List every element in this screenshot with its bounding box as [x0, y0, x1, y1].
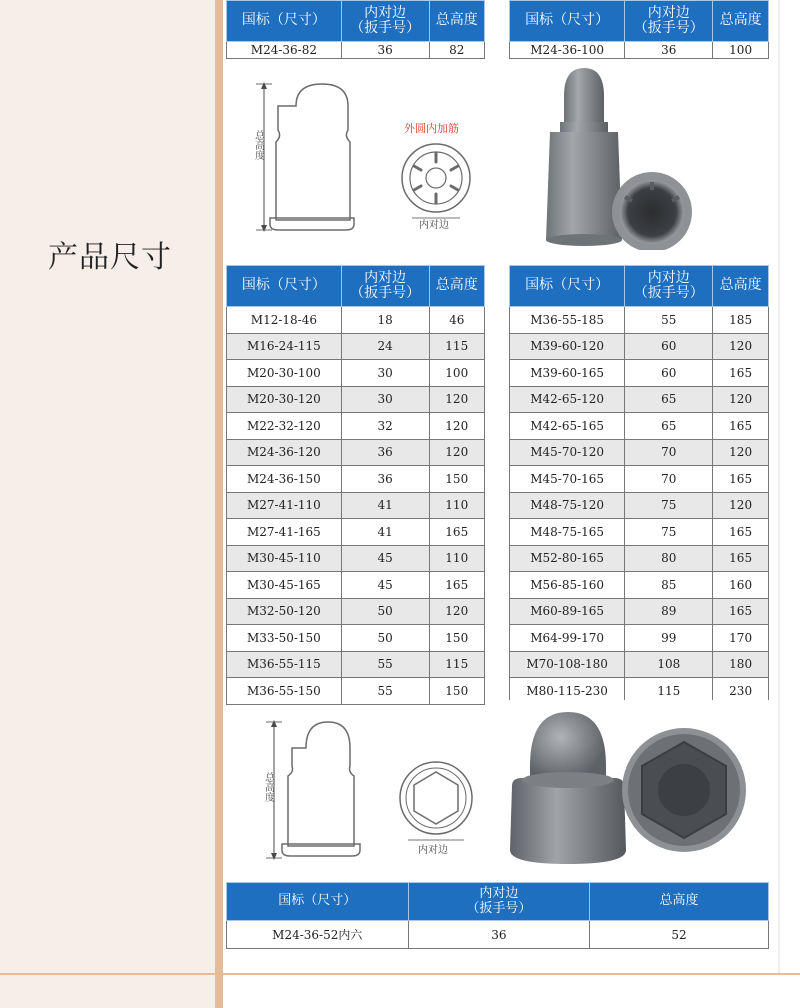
header-height: 总高度 [713, 266, 769, 307]
table-row [510, 598, 769, 625]
header-inner-flat [625, 266, 713, 307]
cell-size: M24-36-120 [227, 439, 342, 466]
cell-size: M27-41-110 [227, 492, 342, 519]
cell-inner: 45 [341, 572, 429, 599]
cell-height: 165 [713, 466, 769, 493]
cell-size: M24-36-52内六 [227, 921, 409, 949]
cell-inner: 99 [625, 625, 713, 652]
cell-size: M39-60-165 [510, 360, 625, 387]
header-height: 总高度 [429, 1, 484, 42]
header-inner-line2: （扳手号） [466, 900, 532, 916]
cell-inner: 115 [625, 678, 713, 705]
cell-inner: 50 [341, 625, 429, 652]
cell-inner: 30 [341, 386, 429, 413]
cell-inner: 75 [625, 519, 713, 546]
header-inner-line1: 内对边 [647, 4, 690, 21]
cell-height: 165 [713, 413, 769, 440]
cell-height: 230 [713, 678, 769, 705]
section-title: 产品尺寸 [48, 240, 172, 275]
cell-size: M30-45-110 [227, 545, 342, 572]
table-row [510, 307, 769, 334]
height-label-top: 总高度 [252, 130, 264, 160]
cell-height: 120 [429, 413, 484, 440]
table-row [510, 42, 769, 59]
cell-inner: 24 [341, 333, 429, 360]
cell-size: M52-80-165 [510, 545, 625, 572]
spec-table-main-right [509, 265, 769, 705]
cell-inner: 70 [625, 439, 713, 466]
cell-height: 52 [590, 921, 769, 949]
cell-size: M60-89-165 [510, 598, 625, 625]
cell-height: 120 [429, 439, 484, 466]
right-edge [778, 0, 780, 975]
table-row [510, 333, 769, 360]
cell-size: M45-70-120 [510, 439, 625, 466]
spec-table-top-left [226, 0, 485, 59]
header-inner-line2: （扳手号） [633, 285, 704, 301]
cell-size: M45-70-165 [510, 466, 625, 493]
header-height: 总高度 [713, 1, 769, 42]
header-height: 总高度 [590, 883, 769, 921]
header-inner-line2: （扳手号） [350, 285, 421, 301]
cell-height: 120 [429, 598, 484, 625]
table-row [227, 466, 485, 493]
cell-height: 120 [713, 439, 769, 466]
table-row [227, 360, 485, 387]
header-inner-flat [625, 1, 713, 42]
table-row [510, 572, 769, 599]
hex-cap-diagram [226, 708, 496, 878]
cell-size: M80-115-230 [510, 678, 625, 705]
cell-size: M36-55-115 [227, 651, 342, 678]
cell-size: M33-50-150 [227, 625, 342, 652]
cell-inner: 65 [625, 386, 713, 413]
cell-inner: 18 [341, 307, 429, 334]
cell-size: M42-65-165 [510, 413, 625, 440]
cell-size: M36-55-185 [510, 307, 625, 334]
cell-size: M36-55-150 [227, 678, 342, 705]
header-inner-flat [341, 1, 429, 42]
cell-size: M24-36-150 [227, 466, 342, 493]
cell-size: M12-18-46 [227, 307, 342, 334]
cell-height: 100 [713, 42, 769, 59]
cell-size: M22-32-120 [227, 413, 342, 440]
header-inner-line1: 内对边 [364, 4, 407, 21]
cell-height: 100 [429, 360, 484, 387]
cell-height: 165 [713, 545, 769, 572]
table-row [227, 921, 769, 949]
cell-size: M16-24-115 [227, 333, 342, 360]
cell-height: 46 [429, 307, 484, 334]
cell-inner: 45 [341, 545, 429, 572]
header-standard: 国标（尺寸） [227, 883, 409, 921]
cell-height: 170 [713, 625, 769, 652]
left-panel [0, 0, 215, 1008]
table-row [227, 678, 485, 705]
table-row [227, 413, 485, 440]
table-row [227, 42, 485, 59]
cell-inner: 50 [341, 598, 429, 625]
spec-table-top-right [509, 0, 769, 59]
cell-inner: 36 [341, 439, 429, 466]
cell-inner: 36 [408, 921, 590, 949]
cell-height: 165 [429, 572, 484, 599]
cell-size: M64-99-170 [510, 625, 625, 652]
table-row [227, 545, 485, 572]
table-row [227, 307, 485, 334]
cell-size: M32-50-120 [227, 598, 342, 625]
cell-height: 120 [713, 333, 769, 360]
table-row [510, 492, 769, 519]
vertical-divider [215, 0, 223, 1008]
cell-inner: 80 [625, 545, 713, 572]
cell-height: 110 [429, 545, 484, 572]
table-row [510, 519, 769, 546]
cell-inner: 108 [625, 651, 713, 678]
table-row [510, 386, 769, 413]
header-standard: 国标（尺寸） [227, 1, 342, 42]
height-label-bottom: 总高度 [262, 772, 274, 802]
cell-height: 150 [429, 678, 484, 705]
cell-height: 160 [713, 572, 769, 599]
header-inner-line2: （扳手号） [633, 20, 704, 36]
table-row [510, 466, 769, 493]
cell-inner: 65 [625, 413, 713, 440]
table-row [227, 386, 485, 413]
bottom-divider [0, 973, 800, 975]
inner-flat-label-top: 内对边 [419, 220, 449, 231]
table-row [227, 333, 485, 360]
cell-inner: 60 [625, 360, 713, 387]
table-row [227, 439, 485, 466]
header-inner-line1: 内对边 [364, 269, 407, 286]
cell-height: 115 [429, 651, 484, 678]
cell-size: M42-65-120 [510, 386, 625, 413]
header-height: 总高度 [429, 266, 484, 307]
cell-size: M48-75-165 [510, 519, 625, 546]
ribs-label: 外圆内加筋 [404, 122, 459, 135]
cell-size: M48-75-120 [510, 492, 625, 519]
cell-size: M56-85-160 [510, 572, 625, 599]
header-standard: 国标（尺寸） [227, 266, 342, 307]
cell-height: 165 [429, 519, 484, 546]
cell-inner: 60 [625, 333, 713, 360]
cell-size: M24-36-100 [510, 42, 625, 59]
long-cap-photo [526, 62, 778, 250]
cell-size: M24-36-82 [227, 42, 342, 59]
table-row [510, 360, 769, 387]
long-cap-diagram [226, 70, 526, 248]
header-standard: 国标（尺寸） [510, 1, 625, 42]
cell-size: M27-41-165 [227, 519, 342, 546]
table-row [510, 651, 769, 678]
cell-height: 180 [713, 651, 769, 678]
table-row [227, 625, 485, 652]
cell-inner: 70 [625, 466, 713, 493]
header-standard: 国标（尺寸） [510, 266, 625, 307]
cell-inner: 30 [341, 360, 429, 387]
hex-cap-photo [496, 700, 778, 876]
cell-size: M70-108-180 [510, 651, 625, 678]
table-row [227, 572, 485, 599]
cell-height: 150 [429, 625, 484, 652]
table-row [510, 413, 769, 440]
cell-inner: 36 [341, 466, 429, 493]
table-row [510, 439, 769, 466]
cell-size: M30-45-165 [227, 572, 342, 599]
spec-table-bottom [226, 882, 769, 949]
cell-height: 150 [429, 466, 484, 493]
spec-table-main-left [226, 265, 485, 705]
cell-size: M39-60-120 [510, 333, 625, 360]
cell-height: 185 [713, 307, 769, 334]
table-row [227, 492, 485, 519]
cell-inner: 36 [341, 42, 429, 59]
table-row [510, 545, 769, 572]
cell-inner: 55 [341, 651, 429, 678]
cell-height: 115 [429, 333, 484, 360]
cell-height: 165 [713, 360, 769, 387]
cell-inner: 41 [341, 492, 429, 519]
table-row [227, 651, 485, 678]
cell-inner: 32 [341, 413, 429, 440]
cell-inner: 75 [625, 492, 713, 519]
cell-height: 165 [713, 598, 769, 625]
table-row [510, 625, 769, 652]
header-inner-line1: 内对边 [647, 269, 690, 286]
header-inner-line2: （扳手号） [350, 20, 421, 36]
cell-inner: 55 [625, 307, 713, 334]
cell-height: 120 [713, 386, 769, 413]
cell-size: M20-30-100 [227, 360, 342, 387]
header-inner-line1: 内对边 [479, 886, 519, 902]
table-row [227, 598, 485, 625]
header-inner-flat [408, 883, 590, 921]
cell-inner: 55 [341, 678, 429, 705]
cell-inner: 36 [625, 42, 713, 59]
cell-inner: 89 [625, 598, 713, 625]
header-inner-flat [341, 266, 429, 307]
cell-inner: 85 [625, 572, 713, 599]
cell-height: 120 [429, 386, 484, 413]
cell-inner: 41 [341, 519, 429, 546]
cell-height: 82 [429, 42, 484, 59]
table-row [227, 519, 485, 546]
inner-flat-label-bottom: 内对边 [418, 845, 448, 856]
cell-height: 165 [713, 519, 769, 546]
cell-height: 110 [429, 492, 484, 519]
cell-size: M20-30-120 [227, 386, 342, 413]
cell-height: 120 [713, 492, 769, 519]
